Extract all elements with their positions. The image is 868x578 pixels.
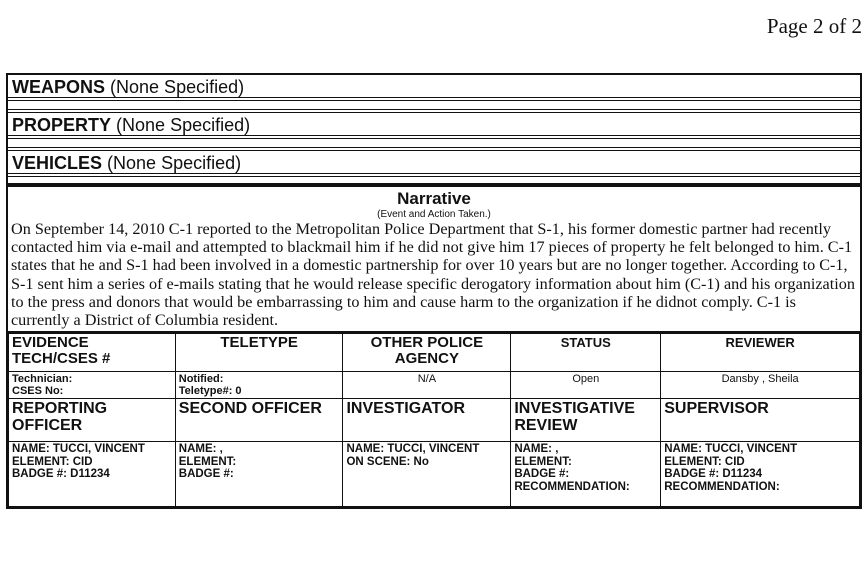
supervisor-element: ELEMENT: CID	[664, 455, 745, 468]
header-evidence-tech: EVIDENCE TECH/CSES #	[9, 334, 176, 372]
header-reviewer: REVIEWER	[661, 334, 860, 372]
investigator-name: NAME: TUCCI, VINCENT	[346, 443, 480, 456]
weapons-value: (None Specified)	[110, 77, 245, 97]
reporting-officer-cell	[9, 442, 176, 507]
cses-line: CSES No:	[12, 385, 64, 398]
weapons-section	[8, 75, 860, 101]
narrative-subtitle: (Event and Action Taken.)	[377, 209, 491, 220]
investigator-cell	[343, 442, 511, 507]
supervisor-name: NAME: TUCCI, VINCENT	[664, 443, 798, 456]
status-value: Open	[511, 372, 661, 399]
header-other-police-agency: OTHER POLICE AGENCY	[343, 334, 511, 372]
vehicles-section	[8, 151, 860, 177]
review-element: ELEMENT:	[514, 455, 572, 468]
narrative-text: On September 14, 2010 C-1 reported to the Metropolitan Police Department that S-1, his former domestic partner had recently contacted him via e-mail and attempted to blackmail him if he did not give him 17 pieces of property he felt belonged to him. C-1 states that he and S-1 had been involved in a domestic partnership for over 10 years but are no longer together. According to C-1, S-1 sent him a series of e-mails stating that he would release specific derogatory information about him (C-1) and his organization to the press and donors that would be embarrassing to him and cause harm to the organization if he didnot comply. C-1 is currently a District of Columbia resident.	[8, 220, 860, 333]
property-label: PROPERTY	[12, 115, 112, 135]
narrative-header	[8, 187, 860, 220]
other-agency-value: N/A	[343, 372, 511, 399]
header-reporting-officer: REPORTING OFFICER	[9, 399, 176, 442]
investigator-on-scene: ON SCENE: No	[346, 455, 429, 468]
header-status: STATUS	[511, 334, 661, 372]
review-badge: BADGE #:	[514, 468, 570, 481]
reporting-badge: BADGE #: D11234	[12, 468, 110, 481]
header-investigator: INVESTIGATOR	[343, 399, 511, 442]
evidence-table	[8, 333, 860, 507]
supervisor-cell	[661, 442, 860, 507]
header-supervisor: SUPERVISOR	[661, 399, 860, 442]
vehicles-value: (None Specified)	[107, 153, 242, 173]
supervisor-badge: BADGE #: D11234	[664, 468, 763, 481]
reviewer-value: Dansby , Sheila	[661, 372, 860, 399]
evidence-tech-cell	[9, 372, 176, 399]
teletype-cell	[175, 372, 343, 399]
reporting-name: NAME: TUCCI, VINCENT	[12, 443, 145, 456]
vehicles-label: VEHICLES	[12, 153, 103, 173]
second-element: ELEMENT:	[178, 455, 237, 468]
investigative-review-cell	[511, 442, 661, 507]
property-value: (None Specified)	[116, 115, 251, 135]
second-name: NAME: ,	[178, 443, 223, 456]
reporting-element: ELEMENT: CID	[12, 455, 93, 468]
technician-line: Technician:	[12, 373, 73, 386]
weapons-label: WEAPONS	[12, 77, 106, 97]
narrative-title: Narrative	[397, 189, 471, 208]
notified-line: Notified:	[178, 373, 224, 386]
supervisor-recommendation: RECOMMENDATION:	[664, 480, 780, 493]
header-teletype: TELETYPE	[175, 334, 343, 372]
page-number: Page 2 of 2	[766, 14, 862, 38]
header-investigative-review: INVESTIGATIVE REVIEW	[511, 399, 661, 442]
property-section	[8, 113, 860, 139]
report-form	[6, 73, 862, 509]
second-badge: BADGE #:	[178, 468, 234, 481]
header-second-officer: SECOND OFFICER	[175, 399, 343, 442]
review-name: NAME: ,	[514, 443, 559, 456]
review-recommendation: RECOMMENDATION:	[514, 480, 630, 493]
teletype-number-line: Teletype#: 0	[178, 385, 242, 398]
second-officer-cell	[175, 442, 343, 507]
